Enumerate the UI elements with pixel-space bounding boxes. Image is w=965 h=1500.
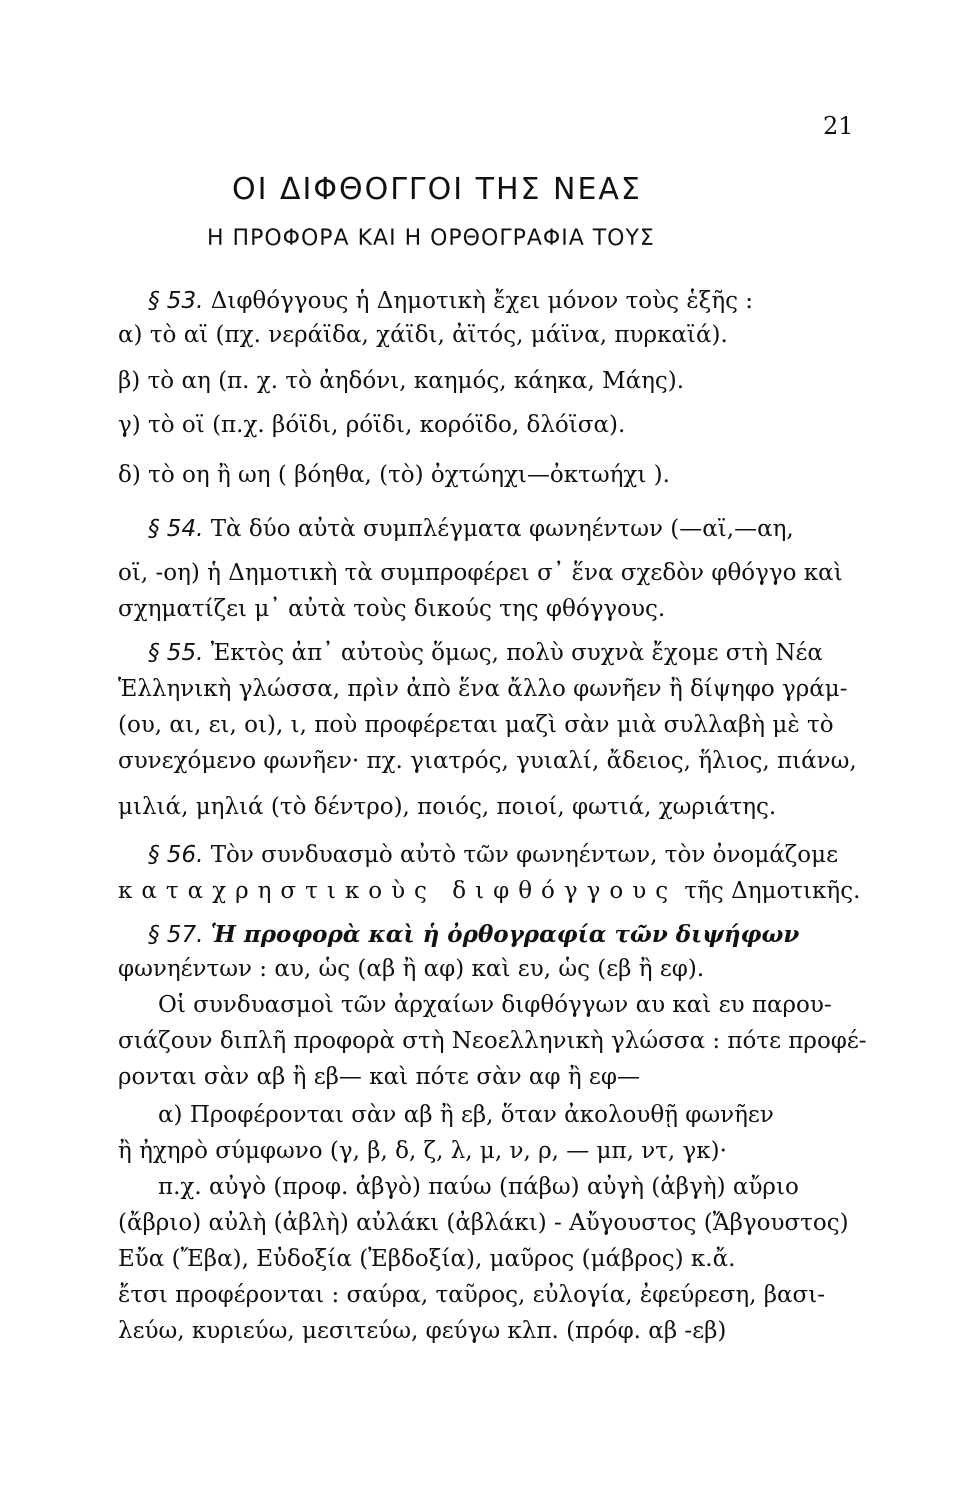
- section-54-line-1: [148, 514, 794, 544]
- section-57-line-4: σιάζουν διπλῆ προφορὰ στὴ Νεοελληνικὴ γλώσσα : πότε προφέ-: [118, 1028, 867, 1054]
- section-53-text: Διφθόγγους ἡ Δημοτικὴ ἔχει μόνον τοὺς ἑξῆς :: [210, 288, 754, 314]
- section-57-line-10: Εὔα (Ἔβα), Εὐδοξία (Ἐβδοξία), μαῦρος (μάβρος) κ.ἄ.: [118, 1246, 736, 1272]
- section-56-line-1: [148, 840, 838, 870]
- section-57-line-5: ρονται σὰν αβ ἢ εβ— καὶ πότε σὰν αφ ἢ εφ—: [118, 1064, 640, 1090]
- section-55-text: Ἐκτὸς ἀπ᾽ αὐτοὺς ὅμως, πολὺ συχνὰ ἔχομε στὴ Νέα: [210, 640, 823, 666]
- section-57-heading: [148, 920, 799, 950]
- section-56-line-2: [118, 876, 860, 906]
- section-56-tail: τῆς Δημοτικῆς.: [684, 878, 861, 904]
- section-54-text: Τὰ δύο αὐτὰ συμπλέγματα φωνηέντων (—αϊ,—αη,: [210, 516, 794, 542]
- section-55-line-3: (ου, αι, ει, οι), ι, ποὺ προφέρεται μαζὶ σὰν μιὰ συλλαβὴ μὲ τὸ: [118, 712, 834, 738]
- section-54-line-3: σχηματίζει μ᾽ αὐτὰ τοὺς δικούς της φθόγγους.: [118, 596, 666, 622]
- chapter-title: ΟΙ ΔΙΦΘΟΓΓΟΙ ΤΗΣ ΝΕΑΣ: [232, 172, 642, 207]
- diphthong-item-d: δ) τὸ οη ἢ ωη ( βόηθα, (τὸ) ὀχτώηχι—ὀκτωήχι ).: [118, 462, 670, 488]
- section-57-line-12: λεύω, κυριεύω, μεσιτεύω, φεύγω κλπ. (πρόφ. αβ -εβ): [118, 1318, 727, 1344]
- diphthong-item-c: γ) τὸ οϊ (π.χ. βόϊδι, ρόϊδι, κορόϊδο, δλόϊσα).: [118, 412, 626, 438]
- section-57-line-8: π.χ. αὐγὸ (προφ. ἀβγὸ) παύω (πάβω) αὐγὴ (ἀβγὴ) αὔριο: [158, 1174, 799, 1200]
- section-57-title: Ἡ προφορὰ καὶ ἡ ὀρθογραφία τῶν διψήφων: [210, 921, 800, 948]
- diphthong-item-b: β) τὸ αη (π. χ. τὸ ἀηδόνι, καημός, κάηκα, Μάης).: [118, 368, 685, 394]
- section-57-line-2: φωνηέντων : αυ, ὡς (αβ ἢ αφ) καὶ ευ, ὡς (εβ ἢ εφ).: [118, 956, 705, 982]
- section-57-line-6: α) Προφέρονται σὰν αβ ἢ εβ, ὅταν ἀκολουθῇ φωνῆεν: [158, 1102, 774, 1128]
- section-57-number: § 57.: [148, 922, 204, 948]
- section-55-number: § 55.: [148, 640, 204, 666]
- section-53-number: § 53.: [148, 288, 204, 314]
- section-55-line-4: συνεχόμενο φωνῆεν· πχ. γιατρός, γυιαλί, ἄδειος, ἥλιος, πιάνω,: [118, 748, 857, 774]
- chapter-subtitle: Η ΠΡΟΦΟΡΑ ΚΑΙ Η ΟΡΘΟΓΡΑΦΙΑ ΤΟΥΣ: [207, 226, 655, 251]
- section-55-line-5: μιλιά, μηλιά (τὸ δέντρο), ποιός, ποιοί, φωτιά, χωριάτης.: [118, 794, 777, 820]
- section-54-line-2: οϊ, -οη) ἡ Δημοτικὴ τὰ συμπροφέρει σ᾽ ἕνα σχεδὸν φθόγγο καὶ: [118, 560, 843, 586]
- section-53-intro: [148, 286, 753, 316]
- section-55-line-2: Ἑλληνικὴ γλώσσα, πρὶν ἀπὸ ἕνα ἄλλο φωνῆεν ἢ δίψηφο γράμ-: [118, 676, 848, 702]
- section-57-line-11: ἔτσι προφέρονται : σαύρα, ταῦρος, εὐλογία, ἐφεύρεση, βασι-: [118, 1282, 826, 1308]
- section-56-number: § 56.: [148, 842, 204, 868]
- section-55-line-1: [148, 638, 823, 668]
- page-number: 21: [823, 112, 854, 140]
- section-56-text: Τὸν συνδυασμὸ αὐτὸ τῶν φωνηέντων, τὸν ὀνομάζομε: [210, 842, 838, 868]
- section-57-line-9: (ἄβριο) αὐλὴ (ἀβλὴ) αὐλάκι (ἀβλάκι) - Αὔγουστος (Ἄβγουστος): [118, 1210, 849, 1236]
- section-54-number: § 54.: [148, 516, 204, 542]
- section-57-line-3: Οἱ συνδυασμοὶ τῶν ἀρχαίων διφθόγγων αυ καὶ ευ παρου-: [158, 992, 832, 1018]
- section-57-line-7: ἢ ἠχηρὸ σύμφωνο (γ, β, δ, ζ, λ, μ, ν, ρ, — μπ, ντ, γκ)·: [118, 1138, 727, 1164]
- diphthong-item-a: α) τὸ αϊ (πχ. νεράϊδα, χάϊδι, ἀϊτός, μάϊνα, πυρκαϊά).: [118, 322, 728, 348]
- spaced-term: καταχρηστικοὺς διφθόγγους: [118, 878, 678, 904]
